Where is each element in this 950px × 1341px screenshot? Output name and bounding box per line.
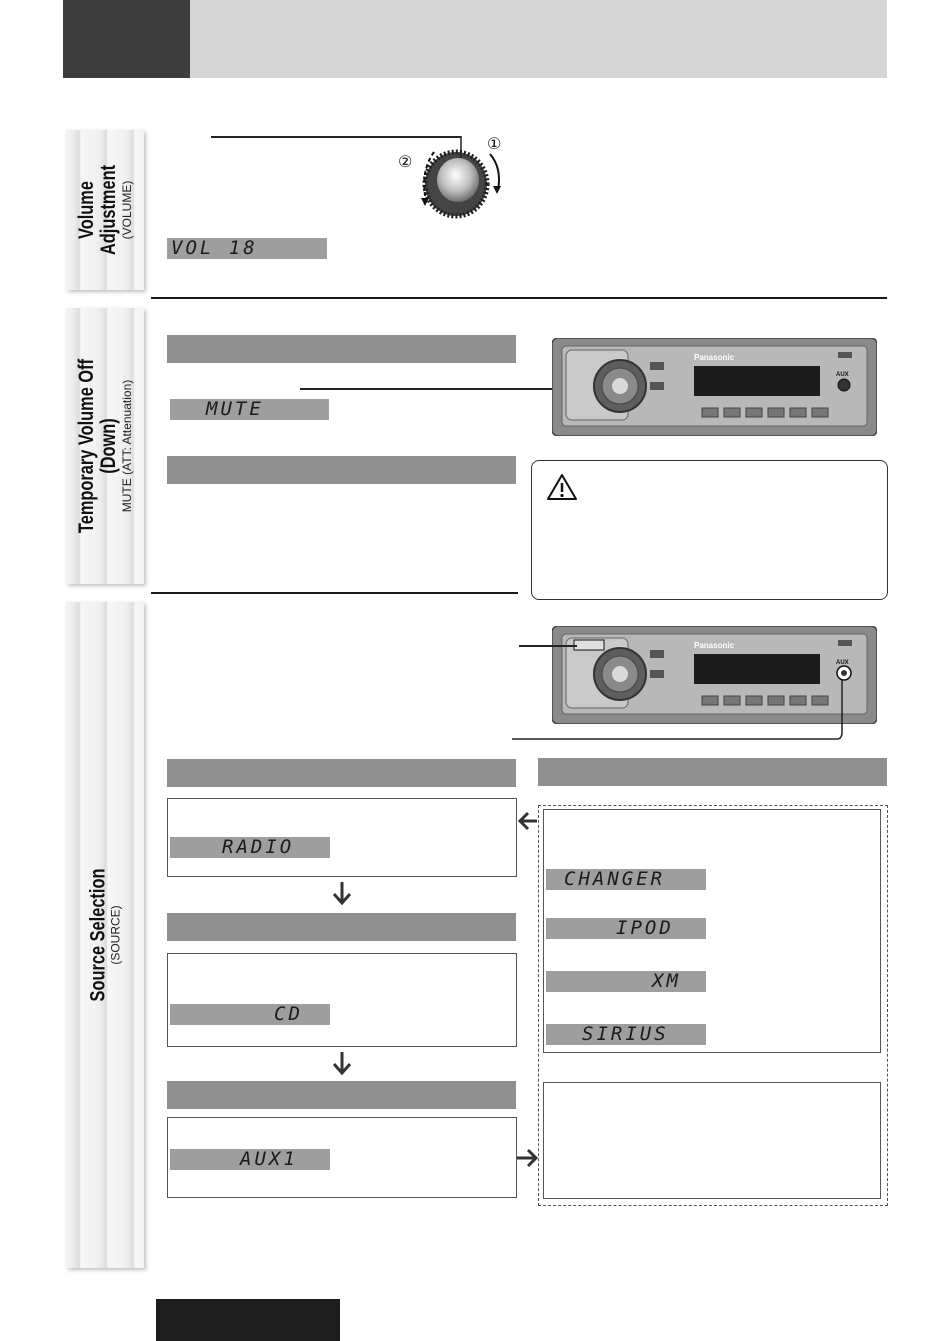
changer-lcd-text: CHANGER: [564, 869, 666, 890]
ipod-lcd-display: [546, 918, 706, 939]
sirius-lcd-text: SIRIUS: [582, 1024, 669, 1045]
changer-lcd-display: [546, 869, 706, 890]
radio-lcd-display: [170, 837, 330, 858]
arrow-left-icon: [517, 810, 539, 832]
head-unit-illustration-mute: [552, 338, 877, 436]
volume-lcd-display: [167, 238, 327, 259]
aux-lcd-text: AUX1: [240, 1149, 298, 1170]
unit-aux-label-2: AUX: [836, 660, 849, 666]
tab-source-title: Source Selection: [86, 868, 110, 1002]
source-button-pointer-line: [519, 645, 577, 647]
tab-mute-title: Temporary Volume Off (Down): [75, 358, 120, 534]
warning-triangle-icon: [546, 473, 578, 501]
tab-mute-subtitle: MUTE (ATT: Attenuation): [120, 379, 134, 513]
section-divider-mute: [151, 592, 518, 594]
tab-temporary-volume-off: [66, 308, 144, 584]
arrow-right-icon: [515, 1147, 539, 1169]
knob-step-1-label: ①: [487, 136, 502, 153]
cd-box: [167, 953, 517, 1047]
aux2-box: [543, 1082, 881, 1199]
tab-volume-title: Volume Adjustment: [75, 164, 120, 256]
radio-lcd-text: RADIO: [222, 837, 295, 858]
mute-lcd-text: MUTE: [206, 399, 264, 420]
radio-bar: [167, 759, 516, 787]
cd-lcd-display: [170, 1004, 330, 1025]
tab-volume-subtitle: (VOLUME): [120, 180, 134, 240]
page-number-tab: [156, 1299, 340, 1341]
mute-on-bar: [167, 335, 516, 363]
unit-brand-logo-2: Panasonic: [694, 641, 735, 650]
sirius-lcd-display: [546, 1024, 706, 1045]
knob-step-2-label: ②: [398, 154, 413, 171]
volume-lcd-text: VOL 18: [171, 238, 258, 259]
aux-lcd-display: [170, 1149, 330, 1170]
unit-brand-logo: Panasonic: [694, 353, 735, 362]
aux-jack-pointer-line: [512, 676, 847, 742]
cd-lcd-text: CD: [274, 1004, 303, 1025]
section-divider-volume: [151, 297, 887, 299]
ipod-lcd-text: IPOD: [616, 918, 674, 939]
tab-source-subtitle: (SOURCE): [108, 905, 123, 965]
header-dark-block: [63, 0, 190, 78]
caution-box: [531, 460, 888, 600]
header-title-bar: [190, 0, 887, 78]
mute-lcd-display: [170, 399, 329, 420]
mute-off-bar: [167, 456, 516, 484]
xm-lcd-text: XM: [652, 971, 681, 992]
tab-volume-adjustment: [66, 130, 144, 290]
xm-lcd-display: [546, 971, 706, 992]
aux-bar: [167, 1081, 516, 1109]
arrow-down-icon-2: [331, 1050, 353, 1076]
unit-aux-label: AUX: [836, 372, 849, 378]
tab-source-selection: [66, 602, 144, 1268]
optional-devices-bar: [538, 758, 887, 786]
arrow-down-icon: [331, 880, 353, 906]
cd-bar: [167, 913, 516, 941]
